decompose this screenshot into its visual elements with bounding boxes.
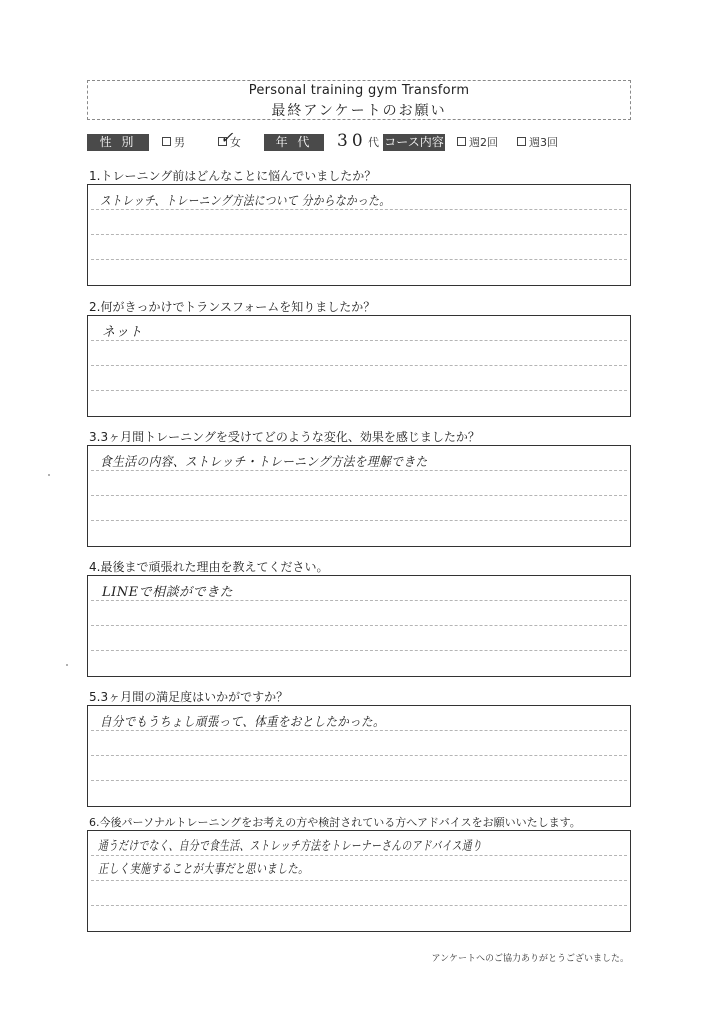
age-label: 年 代 bbox=[264, 134, 324, 151]
course-option-3-label: 週3回 bbox=[529, 136, 558, 149]
question-6-answer-line-2: 正しく実施することが大事だと思いました。 bbox=[98, 862, 309, 877]
checkbox-icon bbox=[457, 137, 466, 146]
header-title-jp: 最終アンケートのお願い bbox=[271, 103, 447, 119]
course-option-3[interactable] bbox=[517, 135, 558, 151]
question-6-answer-line-1: 通うだけでなく、自分で食生活、ストレッチ方法をトレーナーさんのアドバイス通り bbox=[98, 839, 483, 854]
question-4-answer-box[interactable] bbox=[87, 575, 631, 677]
question-5-answer-line-1: 自分でもうちょし頑張って、体重をおとしたかった。 bbox=[100, 715, 385, 730]
scan-speck bbox=[66, 664, 68, 666]
course-option-2[interactable] bbox=[457, 135, 498, 151]
question-4-title: 4.最後まで頑張れた理由を教えてください。 bbox=[89, 560, 329, 574]
gender-option-male[interactable] bbox=[162, 135, 185, 151]
question-3-answer-line-1: 食生活の内容、ストレッチ・トレーニング方法を理解できた bbox=[100, 455, 428, 470]
course-label: コース内容 bbox=[384, 135, 444, 149]
question-6-answer-box[interactable] bbox=[87, 830, 631, 932]
scan-speck bbox=[48, 474, 50, 476]
footer-thanks: アンケートへのご協力ありがとうございました。 bbox=[431, 954, 629, 964]
question-5-answer-box[interactable] bbox=[87, 705, 631, 807]
question-3-title: 3.3ヶ月間トレーニングを受けてどのような変化、効果を感じましたか？ bbox=[89, 430, 480, 444]
checkmark-icon: ✓ bbox=[220, 128, 234, 147]
checkbox-icon bbox=[517, 137, 526, 146]
question-2-answer-line-1: ネット bbox=[102, 325, 143, 340]
age-unit: 代 bbox=[368, 136, 379, 149]
question-2-answer-box[interactable] bbox=[87, 315, 631, 417]
question-4-answer-line-1: LINEで相談ができた bbox=[102, 585, 234, 600]
question-3-answer-box[interactable] bbox=[87, 445, 631, 547]
question-2-title: 2.何がきっかけでトランスフォームを知りましたか？ bbox=[89, 300, 376, 314]
header-title-en: Personal training gym Transform bbox=[248, 83, 470, 98]
course-option-2-label: 週2回 bbox=[469, 136, 498, 149]
question-6-title: 6.今後パーソナルトレーニングをお考えの方や検討されている方へアドバイスをお願いいたします。 bbox=[89, 816, 581, 829]
question-1-answer-line-1: ストレッチ、トレーニング方法について 分からなかった。 bbox=[100, 194, 391, 209]
info-row bbox=[87, 128, 629, 152]
gender-option-male-label: 男 bbox=[174, 136, 185, 149]
question-1-title: 1.トレーニング前はどんなことに悩んでいましたか？ bbox=[89, 169, 377, 183]
question-1-answer-box[interactable] bbox=[87, 184, 631, 286]
gender-option-female-label: 女 bbox=[230, 136, 241, 149]
gender-label: 性 別 bbox=[87, 134, 149, 151]
checkbox-icon bbox=[162, 137, 171, 146]
question-5-title: 5.3ヶ月間の満足度はいかがですか？ bbox=[89, 690, 289, 704]
age-value: 30 bbox=[337, 131, 367, 151]
header-box bbox=[87, 80, 631, 120]
